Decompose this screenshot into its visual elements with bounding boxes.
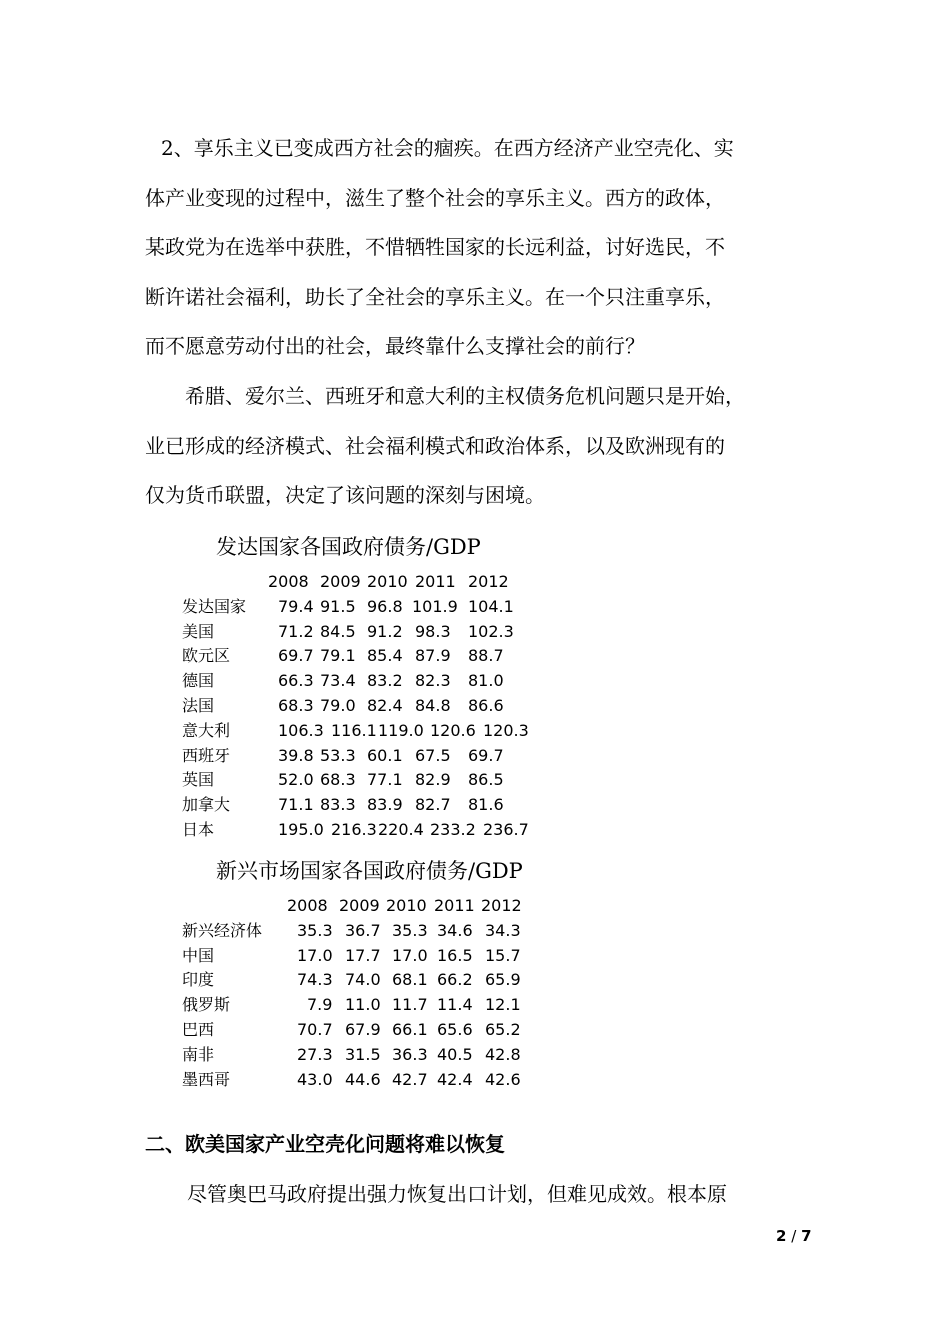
total-pages: 7: [801, 1227, 812, 1245]
value-cell: 88.7: [468, 646, 504, 666]
value-cell: 31.5: [345, 1044, 381, 1064]
text-line: 尽管奥巴马政府提出强力恢复出口计划，但难见成效。根本原: [187, 1182, 727, 1206]
value-cell: 77.1: [367, 770, 403, 790]
value-cell: 36.7: [345, 920, 381, 940]
paragraph-export-plan: [145, 1170, 825, 1220]
country-name: 美国: [182, 621, 215, 641]
country-name: 巴西: [182, 1019, 215, 1039]
value-cell: 74.0: [345, 970, 381, 990]
value-cell: 36.3: [392, 1044, 428, 1064]
value-cell: 67.9: [345, 1019, 381, 1039]
paragraph-hedonism: [145, 124, 825, 372]
value-cell: 12.1: [485, 995, 521, 1015]
text-line: 业已形成的经济模式、社会福利模式和政治体系，以及欧洲现有的: [145, 433, 725, 458]
value-cell: 84.5: [320, 621, 356, 641]
value-cell: 52.0: [278, 770, 314, 790]
value-cell: 79.1: [320, 646, 356, 666]
value-cell: 87.9: [415, 646, 451, 666]
value-cell: 116.1: [331, 720, 377, 740]
value-cell: 39.8: [278, 745, 314, 765]
value-cell: 106.3: [278, 720, 324, 740]
country-name: 印度: [182, 970, 215, 990]
country-name: 中国: [182, 945, 215, 965]
text-line: 2、享乐主义已变成西方社会的痼疾。在西方经济产业空壳化、实: [161, 136, 734, 160]
value-cell: 82.9: [415, 770, 451, 790]
country-name: 英国: [182, 770, 215, 790]
section-heading: 二、欧美国家产业空壳化问题将难以恢复: [145, 1132, 505, 1156]
value-cell: 216.3: [331, 819, 377, 839]
value-cell: 68.3: [278, 695, 314, 715]
country-name: 发达国家: [182, 596, 247, 616]
value-cell: 43.0: [297, 1069, 333, 1089]
value-cell: 68.1: [392, 970, 428, 990]
value-cell: 42.4: [437, 1069, 473, 1089]
country-name: 日本: [182, 819, 215, 839]
table-title-developed: 发达国家各国政府债务/GDP: [216, 535, 481, 559]
year-header: 2011: [434, 896, 475, 915]
value-cell: 16.5: [437, 945, 473, 965]
value-cell: 68.3: [320, 770, 356, 790]
country-name: 墨西哥: [182, 1069, 231, 1089]
value-cell: 119.0: [378, 720, 424, 740]
value-cell: 96.8: [367, 596, 403, 616]
value-cell: 195.0: [278, 819, 324, 839]
value-cell: 60.1: [367, 745, 403, 765]
table-title-emerging: 新兴市场国家各国政府债务/GDP: [216, 859, 523, 883]
value-cell: 71.2: [278, 621, 314, 641]
country-name: 俄罗斯: [182, 995, 231, 1015]
value-cell: 84.8: [415, 695, 451, 715]
text-line: 希腊、爱尔兰、西班牙和意大利的主权债务危机问题只是开始，: [185, 384, 745, 408]
year-header: 2010: [367, 572, 408, 591]
value-cell: 34.3: [485, 920, 521, 940]
value-cell: 82.3: [415, 671, 451, 691]
value-cell: 81.6: [468, 795, 504, 815]
value-cell: 11.7: [392, 995, 428, 1015]
value-cell: 44.6: [345, 1069, 381, 1089]
value-cell: 34.6: [437, 920, 473, 940]
value-cell: 102.3: [468, 621, 514, 641]
value-cell: 35.3: [297, 920, 333, 940]
value-cell: 66.3: [278, 671, 314, 691]
value-cell: 83.3: [320, 795, 356, 815]
value-cell: 11.0: [345, 995, 381, 1015]
value-cell: 86.5: [468, 770, 504, 790]
value-cell: 17.7: [345, 945, 381, 965]
country-name: 新兴经济体: [182, 920, 263, 940]
value-cell: 42.8: [485, 1044, 521, 1064]
value-cell: 65.2: [485, 1019, 521, 1039]
value-cell: 35.3: [392, 920, 428, 940]
value-cell: 73.4: [320, 671, 356, 691]
value-cell: 11.4: [437, 995, 473, 1015]
year-header: 2008: [268, 572, 309, 591]
value-cell: 74.3: [297, 970, 333, 990]
country-name: 欧元区: [182, 646, 231, 666]
value-cell: 66.2: [437, 970, 473, 990]
text-line: 仅为货币联盟，决定了该问题的深刻与困境。: [145, 483, 545, 507]
current-page: 2: [776, 1227, 787, 1245]
text-line: 而不愿意劳动付出的社会，最终靠什么支撑社会的前行？: [145, 334, 645, 358]
value-cell: 42.7: [392, 1069, 428, 1089]
value-cell: 69.7: [278, 646, 314, 666]
value-cell: 67.5: [415, 745, 451, 765]
value-cell: 65.9: [485, 970, 521, 990]
value-cell: 71.1: [278, 795, 314, 815]
page-separator: /: [791, 1227, 797, 1245]
value-cell: 86.6: [468, 695, 504, 715]
value-cell: 7.9: [307, 995, 333, 1015]
value-cell: 70.7: [297, 1019, 333, 1039]
paragraph-debt-crisis: [145, 372, 825, 521]
country-name: 加拿大: [182, 795, 231, 815]
value-cell: 233.2: [430, 819, 476, 839]
value-cell: 53.3: [320, 745, 356, 765]
text-line: 断许诺社会福利，助长了全社会的享乐主义。在一个只注重享乐，: [145, 284, 725, 309]
value-cell: 81.0: [468, 671, 504, 691]
value-cell: 236.7: [483, 819, 529, 839]
country-name: 意大利: [182, 720, 231, 740]
year-header: 2009: [320, 572, 361, 591]
value-cell: 98.3: [415, 621, 451, 641]
country-name: 西班牙: [182, 745, 231, 765]
value-cell: 91.2: [367, 621, 403, 641]
value-cell: 65.6: [437, 1019, 473, 1039]
year-header: 2009: [339, 896, 380, 915]
value-cell: 42.6: [485, 1069, 521, 1089]
text-line: 体产业变现的过程中，滋生了整个社会的享乐主义。西方的政体，: [145, 185, 725, 210]
value-cell: 82.7: [415, 795, 451, 815]
value-cell: 104.1: [468, 596, 514, 616]
country-name: 南非: [182, 1044, 215, 1064]
text-line: 某政党为在选举中获胜，不惜牺牲国家的长远利益，讨好选民，不: [145, 235, 725, 259]
value-cell: 83.2: [367, 671, 403, 691]
value-cell: 85.4: [367, 646, 403, 666]
value-cell: 220.4: [378, 819, 424, 839]
country-name: 法国: [182, 695, 215, 715]
value-cell: 120.6: [430, 720, 476, 740]
value-cell: 17.0: [297, 945, 333, 965]
year-header: 2012: [481, 896, 522, 915]
value-cell: 79.4: [278, 596, 314, 616]
value-cell: 17.0: [392, 945, 428, 965]
page-number: [776, 1227, 812, 1245]
value-cell: 101.9: [412, 596, 458, 616]
value-cell: 15.7: [485, 945, 521, 965]
value-cell: 79.0: [320, 695, 356, 715]
year-header: 2011: [415, 572, 456, 591]
value-cell: 66.1: [392, 1019, 428, 1039]
country-name: 德国: [182, 671, 215, 691]
year-header: 2010: [386, 896, 427, 915]
value-cell: 120.3: [483, 720, 529, 740]
value-cell: 69.7: [468, 745, 504, 765]
value-cell: 82.4: [367, 695, 403, 715]
value-cell: 91.5: [320, 596, 356, 616]
value-cell: 83.9: [367, 795, 403, 815]
value-cell: 40.5: [437, 1044, 473, 1064]
year-header: 2012: [468, 572, 509, 591]
year-header: 2008: [287, 896, 328, 915]
value-cell: 27.3: [297, 1044, 333, 1064]
